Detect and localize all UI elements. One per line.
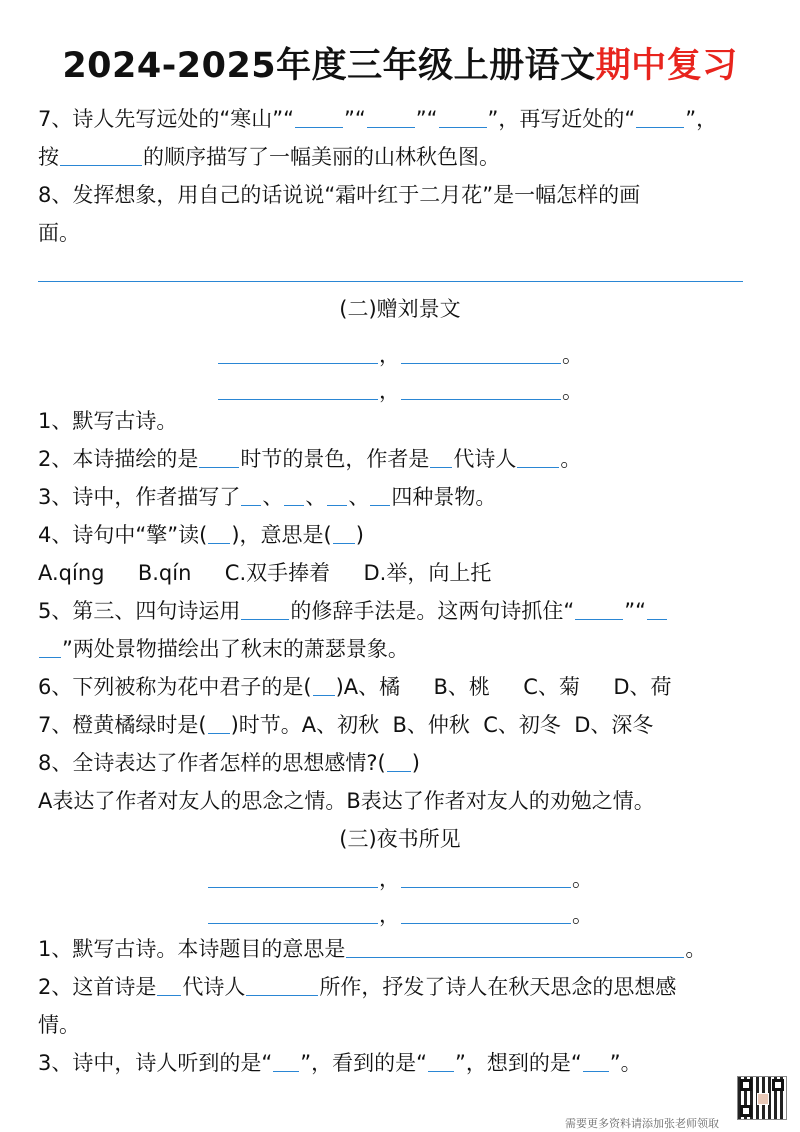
answer-blank[interactable] [517, 446, 559, 468]
s2-question-8: 8、全诗表达了作者怎样的思想感情?( ) [38, 751, 420, 775]
section-heading-2: (二)赠刘景文 [339, 297, 461, 321]
answer-blank[interactable] [157, 974, 181, 996]
answer-blank[interactable] [60, 144, 142, 166]
s3-question-2-cont: 情。 [38, 1013, 80, 1037]
answer-blank[interactable] [208, 522, 230, 544]
s2-question-7: 7、橙黄橘绿时是( )时节。A、初秋 B、仲秋 C、初冬 D、深冬 [38, 713, 654, 737]
answer-blank[interactable] [583, 1050, 609, 1072]
qr-code-icon[interactable] [737, 1076, 787, 1120]
s2-question-4: 4、诗句中“擎”读( )，意思是( ) [38, 523, 364, 547]
poem-blank[interactable] [208, 866, 378, 888]
poem-line-1: ， 。 [0, 340, 800, 370]
s2-question-6: 6、下列被称为花中君子的是( )A、橘 B、桃 C、菊 D、荷 [38, 675, 672, 699]
page-title [0, 40, 800, 92]
poem-blank[interactable] [401, 902, 571, 924]
answer-blank[interactable] [575, 598, 623, 620]
poem-blank[interactable] [401, 378, 561, 400]
s3-question-2: 2、这首诗是 代诗人 所作，抒发了诗人在秋天思念的思想感 [38, 975, 677, 999]
answer-blank[interactable] [295, 106, 343, 128]
s3-question-3: 3、诗中，诗人听到的是“ ”，看到的是“ ”，想到的是“ ”。 [38, 1051, 642, 1075]
answer-blank[interactable] [313, 674, 335, 696]
answer-blank[interactable] [208, 712, 230, 734]
poem-blank[interactable] [401, 866, 571, 888]
answer-blank[interactable] [284, 484, 304, 506]
answer-blank[interactable] [439, 106, 487, 128]
qr-finder-icon [740, 1079, 752, 1091]
answer-blank[interactable] [647, 598, 667, 620]
section-heading-3: (三)夜书所见 [339, 827, 461, 851]
avatar [757, 1093, 769, 1105]
answer-blank[interactable] [636, 106, 684, 128]
s2-question-4-options: A.qíng B.qín C.双手捧着 D.举，向上托 [38, 561, 492, 585]
answer-blank[interactable] [346, 936, 684, 958]
qr-finder-icon [740, 1105, 752, 1117]
answer-blank[interactable] [241, 598, 289, 620]
answer-blank[interactable] [199, 446, 239, 468]
s2-question-5-cont: ”两处景物描绘出了秋末的萧瑟景象。 [38, 634, 768, 664]
poem-blank[interactable] [401, 342, 561, 364]
question-8-cont: 面。 [38, 221, 80, 245]
s3-question-1: 1、默写古诗。本诗题目的意思是 。 [38, 937, 707, 961]
poem-line-3: ， 。 [0, 864, 800, 894]
poem-blank[interactable] [218, 378, 378, 400]
answer-blank[interactable] [428, 1050, 454, 1072]
title-accent: 期中复习 [595, 46, 738, 86]
answer-blank[interactable] [333, 522, 355, 544]
s2-question-3: 3、诗中，作者描写了 、 、 、 四种景物。 [38, 485, 497, 509]
answer-blank[interactable] [367, 106, 415, 128]
answer-blank[interactable] [370, 484, 390, 506]
question-7-cont: 按 的顺序描写了一幅美丽的山林秋色图。 [38, 145, 500, 169]
s2-question-8-options: A表达了作者对友人的思念之情。B表达了作者对友人的劝勉之情。 [38, 789, 655, 813]
qr-finder-icon [772, 1079, 784, 1091]
title-main: 2024-2025年度三年级上册语文 [62, 46, 596, 86]
question-7: 7、诗人先写远处的“寒山”“ ”“ ”“ ”，再写近处的“ ”， [38, 107, 718, 131]
answer-line[interactable] [38, 281, 743, 282]
poem-line-4: ， 。 [0, 900, 800, 930]
answer-blank[interactable] [327, 484, 347, 506]
s2-question-5: 5、第三、四句诗运用 的修辞手法是。这两句诗抓住“ ”“ [38, 596, 768, 626]
s2-question-2: 2、本诗描绘的是 时节的景色，作者是 代诗人 。 [38, 447, 582, 471]
s2-question-1: 1、默写古诗。 [38, 409, 178, 433]
answer-blank[interactable] [241, 484, 261, 506]
answer-blank[interactable] [387, 750, 411, 772]
poem-blank[interactable] [218, 342, 378, 364]
answer-blank[interactable] [430, 446, 452, 468]
poem-blank[interactable] [208, 902, 378, 924]
answer-blank[interactable] [273, 1050, 299, 1072]
answer-blank[interactable] [39, 636, 61, 658]
answer-blank[interactable] [246, 974, 318, 996]
poem-line-2: ， 。 [0, 376, 800, 406]
footer-note: 需要更多资料请添加张老师领取 [565, 1117, 719, 1130]
question-8: 8、发挥想象，用自己的话说说“霜叶红于二月花”是一幅怎样的画 [38, 183, 641, 207]
